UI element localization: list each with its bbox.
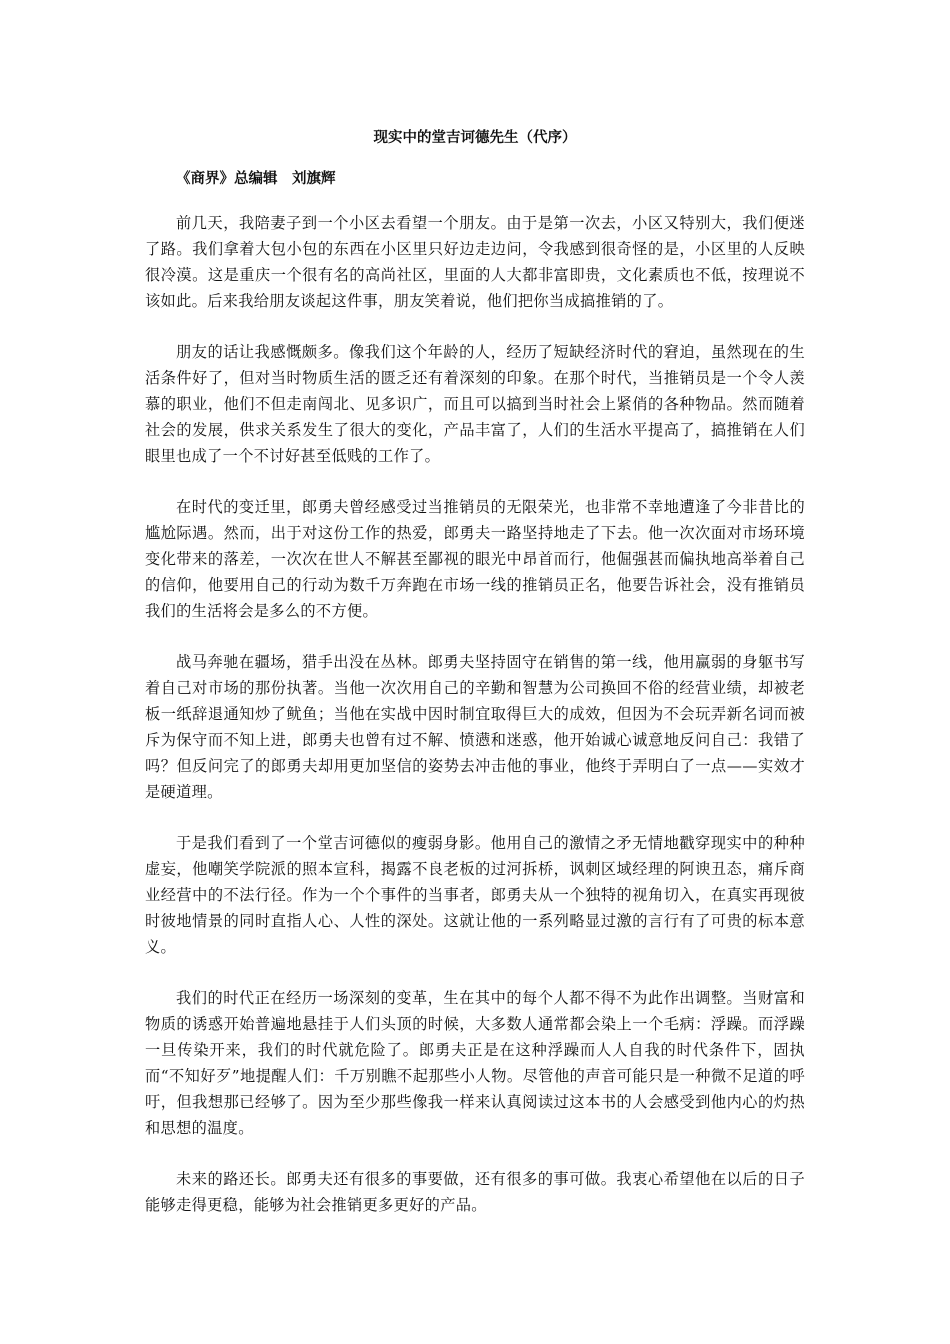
paragraph: 前几天，我陪妻子到一个小区去看望一个朋友。由于是第一次去，小区又特别大，我们便迷了路。我们拿着大包小包的东西在小区里只好边走边问，令我感到很奇怪的是，小区里的人反映很冷漠。这是重庆一个很有名的高尚社区，里面的人大都非富即贵，文化素质也不低，按理说不该如此。后来我给朋友谈起这件事，朋友笑着说，他们把你当成搞推销的了。 <box>145 214 805 310</box>
paragraph: 我们的时代正在经历一场深刻的变革，生在其中的每个人都不得不为此作出调整。当财富和物质的诱惑开始普遍地悬挂于人们头顶的时候，大多数人通常都会染上一个毛病：浮躁。而浮躁一旦传染开来，我们的时代就危险了。郎勇夫正是在这种浮躁而人人自我的时代条件下，固执而“不知好歹”地提醒人们：千万别瞧不起那些小人物。尽管他的声音可能只是一种微不足道的呼吁，但我想那已经够了。因为至少那些像我一样来认真阅读过这本书的人会感受到他内心的灼热和思想的温度。 <box>145 989 805 1137</box>
paragraph: 未来的路还长。郎勇夫还有很多的事要做，还有很多的事可做。我衷心希望他在以后的日子能够走得更稳，能够为社会推销更多更好的产品。 <box>145 1170 805 1214</box>
paragraph: 朋友的话让我感慨颇多。像我们这个年龄的人，经历了短缺经济时代的窘迫，虽然现在的生活条件好了，但对当时物质生活的匮乏还有着深刻的印象。在那个时代，当推销员是一个令人羡慕的职业，他们不但走南闯北、见多识广，而且可以搞到当时社会上紧俏的各种物品。然而随着社会的发展，供求关系发生了很大的变化，产品丰富了，人们的生活水平提高了，搞推销在人们眼里也成了一个不讨好甚至低贱的工作了。 <box>145 343 805 465</box>
document-body <box>145 124 805 1243</box>
paragraph: 在时代的变迁里，郎勇夫曾经感受过当推销员的无限荣光，也非常不幸地遭逢了今非昔比的尴尬际遇。然而，出于对这份工作的热爱，郎勇夫一路坚持地走了下去。他一次次面对市场环境变化带来的落差，一次次在世人不解甚至鄙视的眼光中昂首而行，他倔强甚而偏执地高举着自己的信仰，他要用自己的行动为数千万奔跑在市场一线的推销员正名，他要告诉社会，没有推销员我们的生活将会是多么的不方便。 <box>145 498 805 620</box>
paragraph: 战马奔驰在疆场，猎手出没在丛林。郎勇夫坚持固守在销售的第一线，他用赢弱的身躯书写着自己对市场的那份执著。当他一次次用自己的辛勤和智慧为公司换回不俗的经营业绩，却被老板一纸辞退通知炒了鱿鱼；当他在实战中因时制宜取得巨大的成效，但因为不会玩弄新名词而被斥为保守而不知上进，郎勇夫也曾有过不解、愤懑和迷惑，他开始诚心诚意地反问自己：我错了吗？但反问完了的郎勇夫却用更加坚信的姿势去冲击他的事业，他终于弄明白了一点——实效才是硬道理。 <box>145 653 805 801</box>
paragraph: 于是我们看到了一个堂吉诃德似的瘦弱身影。他用自己的激情之矛无情地戳穿现实中的种种虚妄，他嘲笑学院派的照本宣科，揭露不良老板的过河拆桥，讽刺区域经理的阿谀丑态，痛斥商业经营中的不法行径。作为一个个事件的当事者，郎勇夫从一个独特的视角切入，在真实再现彼时彼地情景的同时直指人心、人性的深处。这就让他的一系列略显过激的言行有了可贵的标本意义。 <box>145 834 805 956</box>
page-title: 现实中的堂吉诃德先生（代序） <box>373 130 577 146</box>
author-byline: 《商界》总编辑 刘旗辉 <box>176 171 336 187</box>
